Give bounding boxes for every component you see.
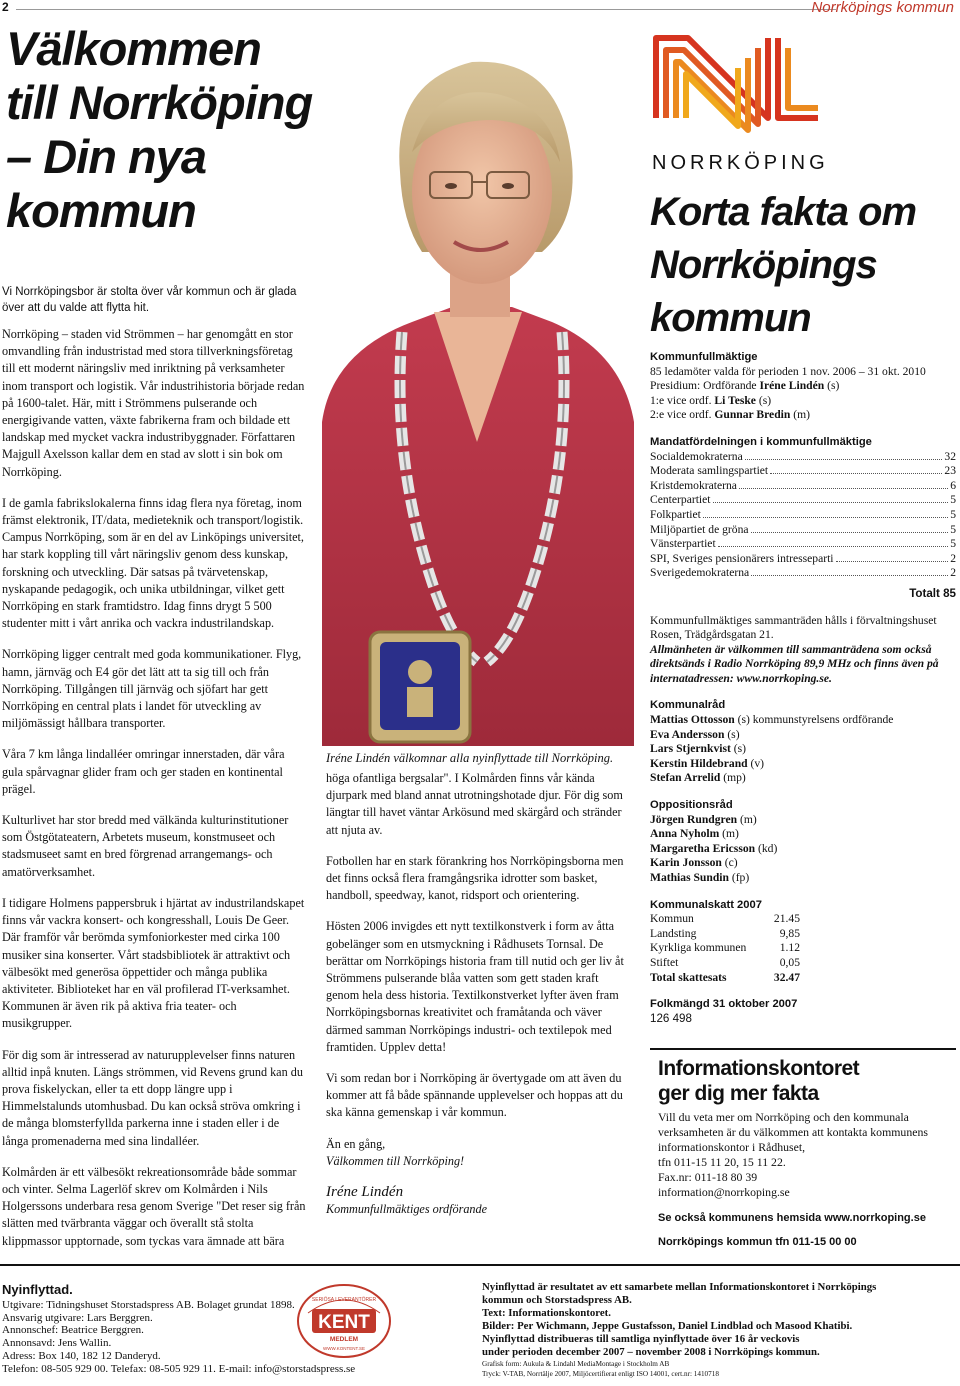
mandate-row: Sverigedemokraterna 2 [650,566,956,580]
kent-member-badge [296,1283,392,1359]
paragraph: I de gamla fabrikslokalerna finns idag flera nya företag, inom främst elektronik, IT/data, medieteknik och transport/logistik. Campus Norrköping, som är en del av Linköpings universitet, har stark koppling till vårt näringsliv genom dess kunskap, forskning och utveckling. Där satsas på tvärvetenskap, nyskapande pedagogik, och unika utbildningar, vilket gett Norrköping en stark framtidstro. Idag finns drygt 5 500 studenter mitt i vårt anrika och vackra industrilandskap. [2,495,304,631]
tax-row: Landsting 9,85 [650,926,800,940]
mandate-row: Socialdemokraterna 32 [650,449,956,463]
credits: Nyinflyttad är resultatet av ett samarbete mellan Informationskontoret i Norrköpings kommun och Storstadspress AB. Text: Informationskontoret. Bilder: Per Wichmann, Jeppe Gustafsson, Daniel Lindblad och Masood Khatibi. Nyinflyttad distribueras till samtliga nyinflyttade över 16 år veckovis under perioden december 2007 – november 2008 i Norrköpings kommun. Grafisk form: Aukula & Lindahl MediaMontage i Stockholm AB Tryck: V-TAB, Norrtälje 2007, Miljöcertifierat enligt ISO 14001, cert.nr: 1410718 [482,1281,877,1378]
paragraph: För dig som är intresserad av naturupplevelser finns naturen alltid inpå knuten. Längs strömmen, vid Revens grund kan du prova fiskelyckan, eller ta ett dopp längre upp i Himmelstalunds utomhusbad. Du kan också ströva omkring i de många blomsterfyllda parkerna inne i staden eller i de långa promenaderna med sina lindalléer. [2,1047,303,1148]
headline-line: kommun [6,184,196,237]
section-heading: Oppositionsråd [650,799,733,812]
signoff-name: Iréne Lindén [326,1184,404,1201]
article-column-1 [2,326,308,1264]
headline-line: till Norrköping [6,76,313,129]
paragraph: Norrköping – staden vid Strömmen – har genomgått en stor omvandling från industristad med stora tillverkningsföretag till ett modernt näringsliv med inriktning på verksamheter inom transport och logistik. Vår industrihistoria började redan på 1600-talet. Här, mitt i Strömmens pulserande och energigivande vatten, växte fabrikerna fram och bildade ett landskap med mycket vackra industribyggnader. Författaren Majgull Axelsson kallar dem en stad av slott i sin bok om Norrköping. [2,327,305,479]
info-title: Informationskontoret ger dig mer fakta [658,1057,860,1105]
badge-bottom: WWW.KONTENT.SE [323,1346,365,1351]
logo-wordmark: NORRKÖPING [652,152,829,174]
section-heading: Kommunfullmäktige [650,351,758,363]
article-column-2 [326,770,632,1232]
tax-section [650,898,956,986]
paragraph: Kulturlivet har stor bredd med välkända kulturinstitutioner som Östgötateatern, Arbetets museum, konstmuseet och stadsmuseet samt en bred förgrenad arrangemangs- och amatörverksamhet. [2,813,289,879]
paragraph: Hösten 2006 invigdes ett nytt textilkonstverk i form av åtta gobelänger som en utsmyckning i Rådhusets Tornsal. De berättar om Norrköpings historia fram till nutid och ger liv åt Strömmens pulserande blåa vatten som gett staden kraft genom hela dess historia. Textilkonstverket lyfter även fram Norrköpingsbornas kreativitet och framåtanda och väver därmed samman Norrköpings industri- och textilepok med framtiden. Upplev detta! [326,919,624,1054]
facts-panel [650,350,956,1038]
badge-word: KENT [318,1312,370,1333]
badge-sub: MEDLEM [329,1336,359,1343]
tax-row: Kyrkliga kommunen 1.12 [650,941,800,955]
imprint: Nyinflyttad. Utgivare: Tidningshuset Storstadspress AB. Bolaget grundat 1898. Ansvarig utgivare: Lars Berggren. Annonschef: Beatrice Berggren. Annonsavd: Jens Wallin. Adress: Box 140, 182 12 Danderyd. Telefon: 08-505 929 00. Telefax: 08-505 929 11. E-mail: info@storstadspress.se [2,1284,362,1376]
website-link[interactable]: Se också kommunens hemsida www.norrkoping.se [658,1212,926,1224]
portrait-photo [322,22,634,746]
paragraph: Kolmården är ett välbesökt rekreationsområde både sommar och vinter. Selma Lagerlöf skrev om Kolmården i Nils Holgerssons underbara resa genom Sverige "Det reser sig från slätten med tvärbranta väggar och överallt stå stolta klippmassor upptornade, som tyckas vara ämnade att bära [2,1164,306,1248]
info-text: Vill du veta mer om Norrköping och den kommunala verksamheten är du välkommen att kontakta kommunens informationskontor i Rådhuset, tfn 011-15 11 20, 15 11 22. Fax.nr: 011-18 80 39 information@norrkoping.se [658,1110,928,1199]
mandate-row: Centerpartiet 5 [650,493,956,507]
paragraph: Norrköping ligger centralt med goda kommunikationer. Flyg, hamn, järnväg och E4 gör det lätt att ta sig till och från Norrköping. Tillgången till järnväg och sjöfart har gett Norrköping en central plats i landet för utveckling av miljömässigt hållbara transporter. [2,647,302,731]
header-rule [16,9,836,10]
paragraph: Än en gång, [326,1136,386,1151]
mandate-row: Folkpartiet 5 [650,507,956,521]
mandates-section [650,435,956,602]
facts-title: Korta fakta om Norrköpings kommun [650,190,917,340]
page-number: 2 [2,0,9,14]
info-box [650,1048,956,1248]
headline-line: Välkommen [6,22,261,75]
signoff-greeting: Välkommen till Norrköping! [326,1153,465,1168]
footer-rule [0,1264,960,1266]
imprint-title: Nyinflyttad. [2,1282,73,1297]
paragraph: Fotbollen har en stark förankring hos Norrköpingsborna men det finns också flera framgångsrika idrotter som basket, handboll, speedway, kanot, ridsport och orientering. [326,853,624,903]
mandate-row: Kristdemokraterna 6 [650,478,956,492]
mandate-row: Moderata samlingspartiet 23 [650,464,956,478]
mandate-row: Vänsterpartiet 5 [650,537,956,551]
paragraph: höga ofantliga bergsalar". I Kolmården finns vår kända djurpark med bland annat utrotningshotade djur. För dig som längtar till havet väntar Arkösund med skärgård och stränder att njuta av. [326,771,623,837]
section-heading: Folkmängd 31 oktober 2007 [650,998,798,1011]
section-heading: Kommunalråd [650,699,726,712]
section-header: Norrköpings kommun [811,0,954,16]
oppositionsrad-section: Oppositionsråd Jörgen Rundgren (m) Anna Nyholm (m) Margaretha Ericsson (kd) Karin Jonsson (c) Mathias Sundin (fp) [650,798,956,886]
section-heading: Mandatfördelningen i kommunfullmäktige [650,435,872,448]
kommunalrad-section: Kommunalråd Mattias Ottosson (s) kommunstyrelsens ordförande Eva Andersson (s) Lars Stjernkvist (s) Kerstin Hildebrand (v) Stefan Arrelid (mp) [650,698,956,786]
paragraph: Vi som redan bor i Norrköping är övertygade om att även du kommer att få både spännande upplevelser och hoppas att du ska känna gemenskap i vår kommun. [326,1071,623,1120]
signoff-role: Kommunfullmäktiges ordförande [326,1202,488,1217]
section-heading: Kommunalskatt 2007 [650,898,762,911]
photo-caption: Iréne Lindén välkomnar alla nyinflyttade till Norrköping. [326,751,614,765]
tax-row: Stiftet 0,05 [650,955,800,969]
headline-line: – Din nya [6,130,206,183]
population-section: Folkmängd 31 oktober 2007 126 498 [650,997,956,1026]
phone-number: Norrköpings kommun tfn 011-15 00 00 [658,1236,857,1248]
mandate-total: Totalt 85 [909,586,956,600]
tax-row: Total skattesats 32.47 [650,970,800,984]
paragraph: I tidigare Holmens pappersbruk i hjärtat av industrilandskapet finns vår vackra konsert- och kongresshall, Louis De Geer. Där framför vår berömda symfoniorkester med cirka 100 musiker sina konserter. Vårt stadsbibliotek är attraktivt och välbesökt med generösa öppettider och många publika aktiviteter. Biblioteket har en väl profilerad IT-verksamhet. Kommunen är även rik på aktiva fria teater- och musikgrupper. [2,895,305,1031]
tax-row: Kommun 21.45 [650,912,800,926]
headline [6,22,326,238]
meetings-section: Kommunfullmäktiges sammanträden hålls i förvaltningshuset Rosen, Trädgårdsgatan 21. Allmänheten är välkommen till sammanträdena som också direktsänds i Radio Norrköping 89,9 MHz och finns även på internatadressen: www.norrkoping.se. [650,613,939,685]
paragraph: Våra 7 km långa lindalléer omringar innerstaden, där våra gula spårvagnar glider fram och ger staden en kontinental prägel. [2,747,285,796]
badge-top: SERIÖSA LEVERANTÖRER [311,1297,377,1303]
mandate-row: Miljöpartiet de gröna 5 [650,522,956,536]
kommunfullmaktige-section: Kommunfullmäktige 85 ledamöter valda för perioden 1 nov. 2006 – 31 okt. 2010 Presidium: Ordförande Iréne Lindén (s) 1:e vice ordf. Li Teske (s) 2:e vice ordf. Gunnar Bredin (m) [650,350,956,423]
intro-paragraph: Vi Norrköpingsbor är stolta över vår kommun och är glada över att du valde att flytta hit. [2,286,297,314]
mandate-row: SPI, Sveriges pensionärers intresseparti 2 [650,551,956,565]
